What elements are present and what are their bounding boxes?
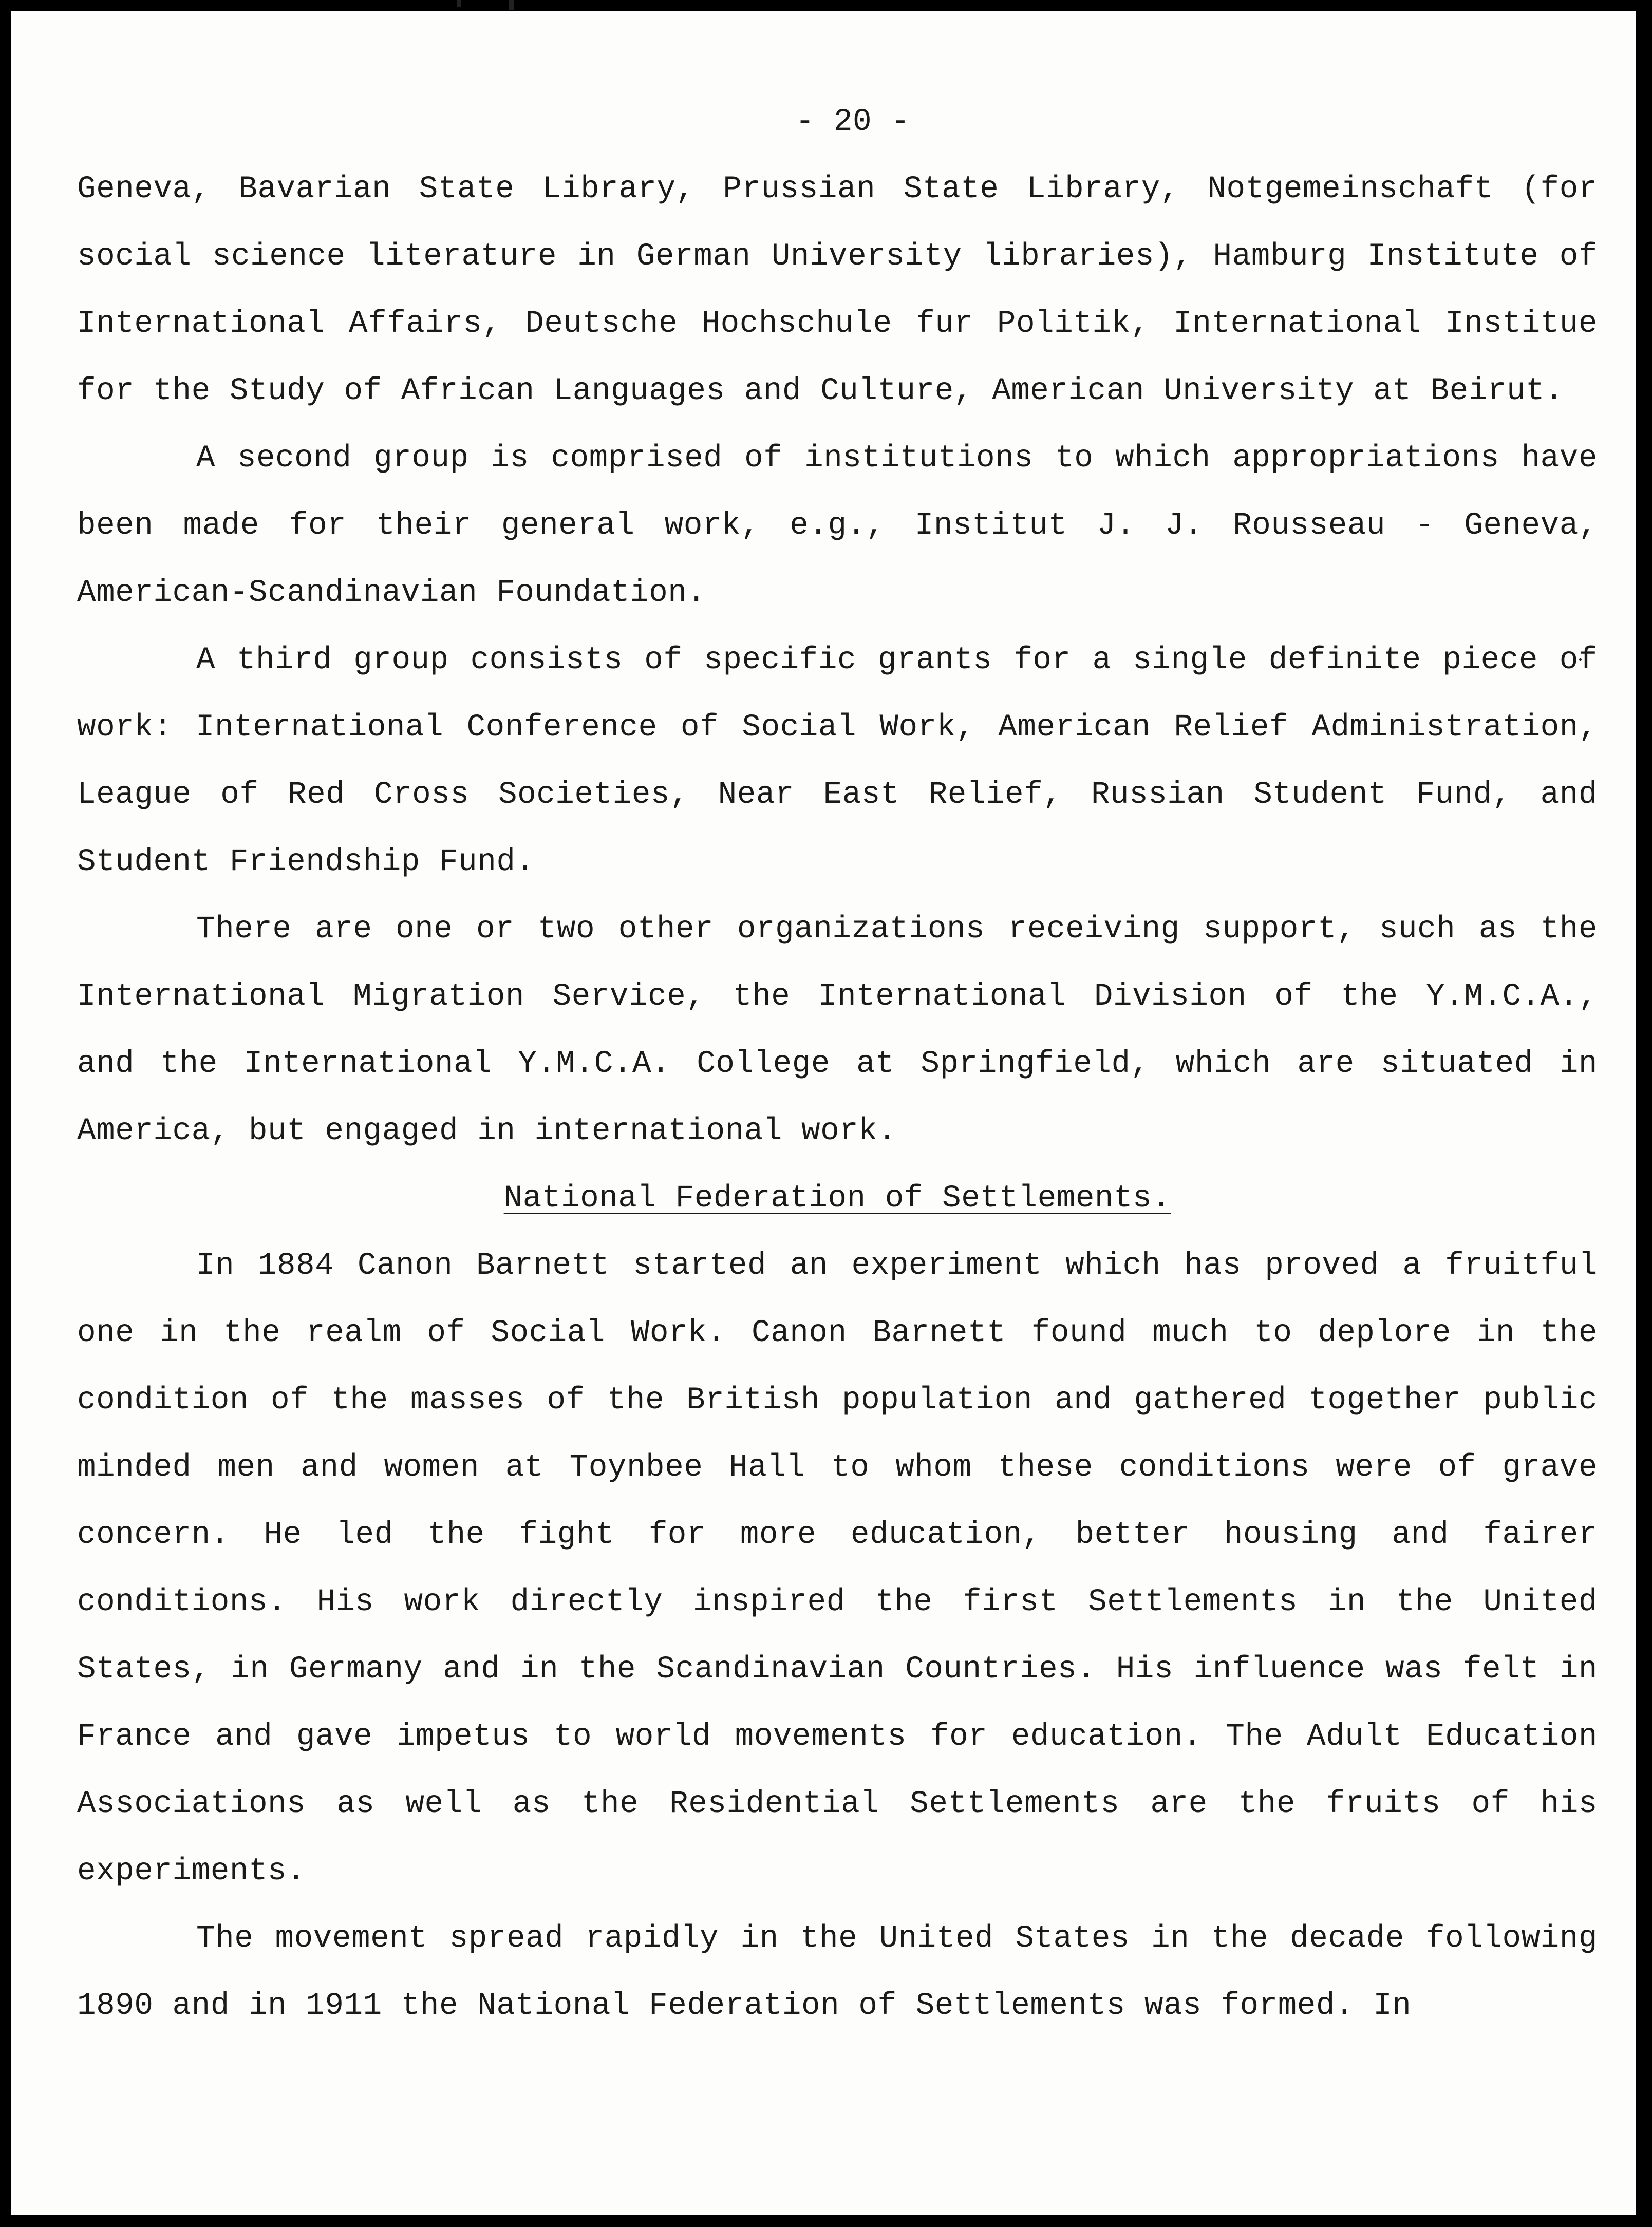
section-heading [77, 1165, 1598, 1232]
scan-artifact-mark [457, 0, 461, 7]
typewritten-document [77, 88, 1598, 2040]
paragraph-institutions-list: Geneva, Bavarian State Library, Prussian State Library, Notgemeinschaft (for social science literature in German University libraries), Hamburg Institute of International Affairs, Deutsche Hochschule fur Politik, International Institue for the Study of African Languages and Culture, American University at Beirut. [77, 172, 1598, 409]
scan-artifact-mark [509, 0, 514, 10]
paragraph-movement-spread: The movement spread rapidly in the United States in the decade following 1890 and in 1911 the National Federation of Settlements was formed. In [77, 1921, 1598, 2024]
section-heading-text: National Federation of Settlements. [503, 1181, 1171, 1216]
paper-sheet [11, 11, 1636, 2215]
paragraph-second-group: A second group is comprised of institutions to which appropriations have been made for their general work, e.g., Institut J. J. Rousseau - Geneva, American-Scandinavian Foundation. [77, 441, 1598, 611]
paragraph-canon-barnett: In 1884 Canon Barnett started an experiment which has proved a fruitful one in the realm of Social Work. Canon Barnett found much to deplore in the condition of the masses of the British population and gathered together public minded men and women at Toynbee Hall to whom these conditions were of grave concern. He led the fight for more education, better housing and fairer conditions. His work directly inspired the first Settlements in the United States, in Germany and in the Scandinavian Countries. His influence was felt in France and gave impetus to world movements for education. The Adult Education Associations as well as the Residential Settlements are the fruits of his experiments. [77, 1248, 1598, 1889]
paragraph-third-group: A third group consists of specific grants for a single definite piece of work: International Conference of Social Work, American Relief Administration, League of Red Cross Societies, Near East Relief, Russian Student Fund, and Student Friendship Fund. [77, 643, 1598, 880]
page-number: - 20 - [795, 104, 910, 140]
paragraph-other-organizations: There are one or two other organizations receiving support, such as the International Migration Service, the International Division of the Y.M.C.A., and the International Y.M.C.A. College at Springfield, which are situated in America, but engaged in international work. [77, 912, 1598, 1149]
